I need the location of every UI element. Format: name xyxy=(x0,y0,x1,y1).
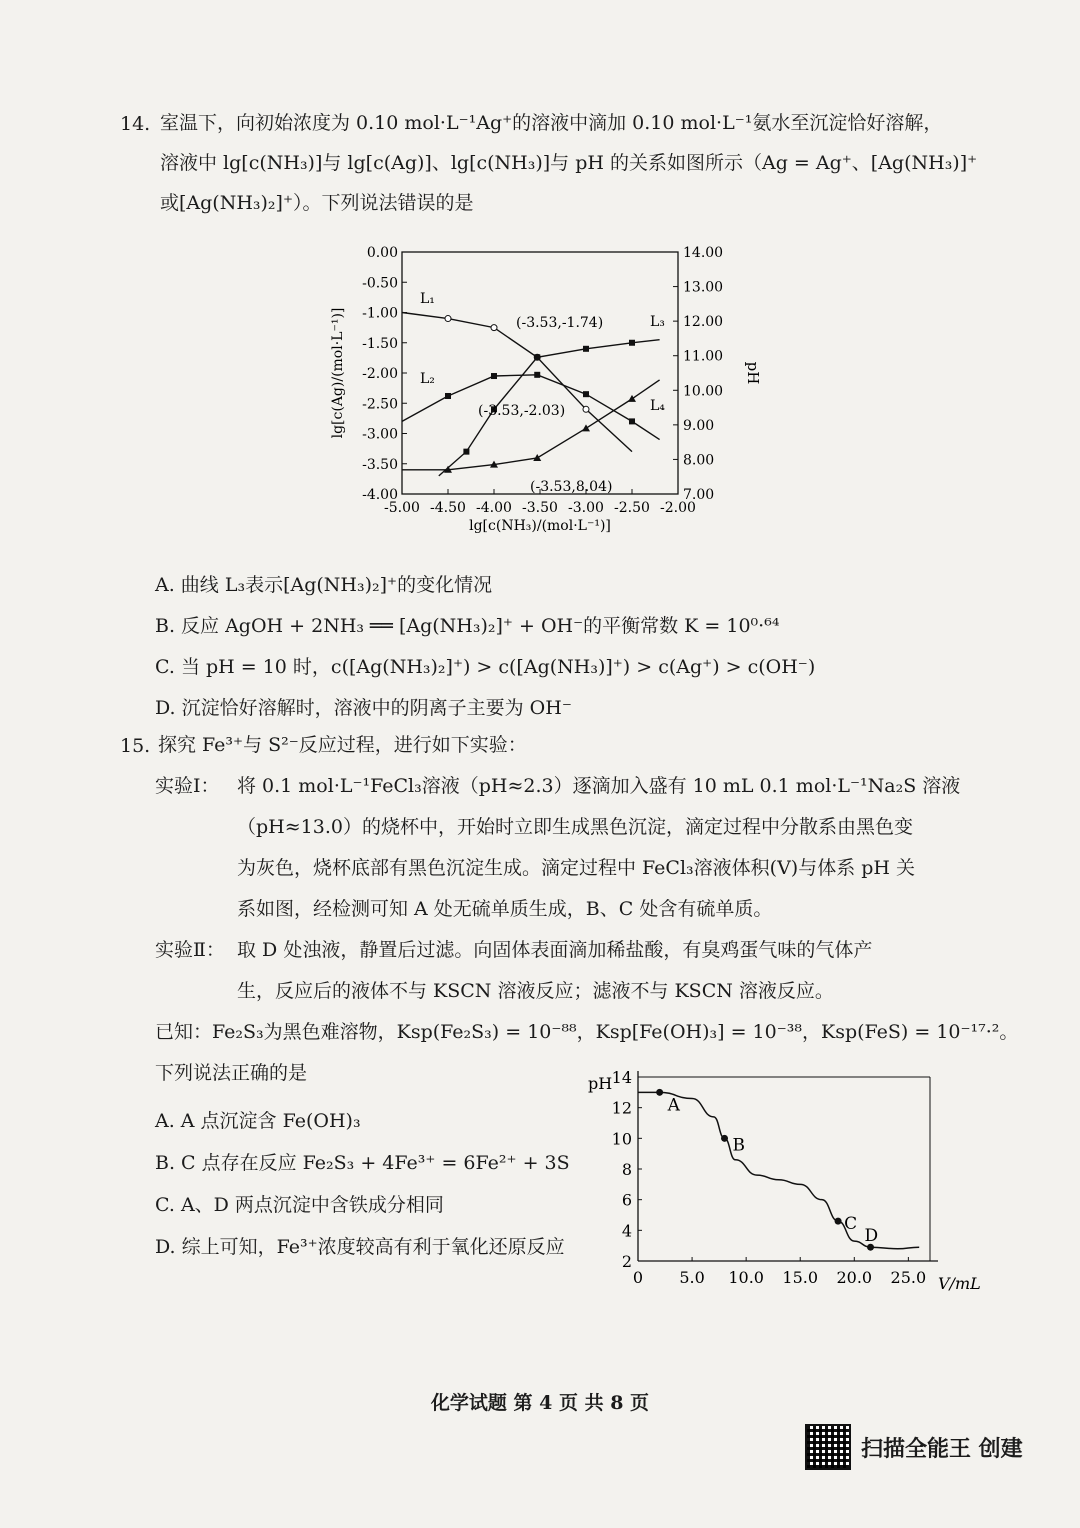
y-tick-label: 6 xyxy=(621,1190,632,1210)
x-tick-label: 25.0 xyxy=(890,1268,927,1287)
y-tick-label: -4.00 xyxy=(362,487,398,503)
y-axis-label: pH xyxy=(588,1074,613,1093)
x-tick-label: 15.0 xyxy=(782,1268,819,1287)
q14-line-1: 室温下，向初始浓度为 0.10 mol·L⁻¹Ag⁺的溶液中滴加 0.10 mol·L⁻¹氨水至沉淀恰好溶解， xyxy=(160,112,943,134)
series-point xyxy=(534,372,540,378)
y-tick-label: 0.00 xyxy=(366,245,398,261)
series-point xyxy=(491,373,497,379)
q15-option-a: A. A 点沉淀含 Fe(OH)₃ xyxy=(155,1110,361,1132)
q15-exp1-line-4: 系如图，经检测可知 A 处无硫单质生成，B、C 处含有硫单质。 xyxy=(237,898,773,920)
x-tick-label: -3.50 xyxy=(522,500,558,516)
q15-exp2-line-2: 生，反应后的液体不与 KSCN 溶液反应；滤液不与 KSCN 溶液反应。 xyxy=(237,980,834,1002)
point-marker xyxy=(721,1135,728,1142)
series-point xyxy=(534,354,540,360)
q14-chart xyxy=(320,238,762,534)
q14-number: 14. xyxy=(120,113,151,135)
y2-tick-label: 9.00 xyxy=(683,417,715,434)
series-label: L₃ xyxy=(650,314,665,330)
qr-code-icon xyxy=(805,1424,851,1470)
q15-chart xyxy=(580,1065,1000,1315)
x-tick-label: 20.0 xyxy=(836,1268,873,1287)
q15-exp1-line-1: 将 0.1 mol·L⁻¹FeCl₃溶液（pH≈2.3）逐滴加入盛有 10 mL 0.1 mol·L⁻¹Na₂S 溶液 xyxy=(237,775,961,797)
q14-line-2: 溶液中 lg[c(NH₃)]与 lg[c(Ag)]、lg[c(NH₃)]与 pH 的关系如图所示（Ag = Ag⁺、[Ag(NH₃)]⁺ xyxy=(160,152,978,174)
q15-exp1-line-3: 为灰色，烧杯底部有黑色沉淀生成。滴定过程中 FeCl₃溶液体积(V)与体系 pH 关 xyxy=(237,857,916,879)
y-tick-label: 14 xyxy=(611,1068,632,1087)
series-point xyxy=(628,395,636,402)
q15-exp2-label: 实验Ⅱ： xyxy=(155,939,225,961)
q15-exp2-line-1: 取 D 处浊液，静置后过滤。向固体表面滴加稀盐酸，有臭鸡蛋气味的气体产 xyxy=(237,939,873,961)
series-point xyxy=(583,406,589,412)
point-label: C xyxy=(844,1214,858,1235)
q15-option-c: C. A、D 两点沉淀中含铁成分相同 xyxy=(155,1194,444,1216)
series-point xyxy=(491,325,497,331)
q15-exp1-line-2: （pH≈13.0）的烧杯中，开始时立即生成黑色沉淀，滴定过程中分散系由黑色变 xyxy=(237,816,913,838)
series-point xyxy=(463,449,469,455)
x-axis-label: V/mL xyxy=(938,1274,981,1293)
point-marker xyxy=(656,1089,663,1096)
y-tick-label: -0.50 xyxy=(362,275,398,292)
y-tick-label: -3.00 xyxy=(362,426,398,443)
x-tick-label: -3.00 xyxy=(568,500,604,516)
x-tick-label: -4.50 xyxy=(430,500,466,516)
y2-tick-label: 10.00 xyxy=(683,383,724,400)
q14-option-b: B. 反应 AgOH + 2NH₃ ══ [Ag(NH₃)₂]⁺ + OH⁻的平衡常数 K = 10⁰·⁶⁴ xyxy=(155,615,780,637)
point-label: D xyxy=(864,1226,879,1247)
y-tick-label: -2.00 xyxy=(362,366,398,382)
x-axis-label: lg[c(NH₃)/(mol·L⁻¹)] xyxy=(469,518,611,534)
y2-tick-label: 7.00 xyxy=(683,487,715,503)
x-tick-label: -4.00 xyxy=(476,500,512,516)
series-point xyxy=(629,340,635,346)
x-tick-label: -5.00 xyxy=(384,500,420,516)
series-point xyxy=(583,391,589,397)
scanner-brand xyxy=(805,1424,1023,1470)
x-tick-label: -2.50 xyxy=(614,500,650,516)
series-label: L₁ xyxy=(420,291,435,307)
series-label: L₂ xyxy=(420,371,435,387)
y-tick-label: -1.50 xyxy=(362,335,398,352)
q14-option-a: A. 曲线 L₃表示[Ag(NH₃)₂]⁺的变化情况 xyxy=(155,574,493,596)
y-tick-label: 12 xyxy=(611,1098,632,1118)
y-tick-label: 10 xyxy=(611,1129,632,1149)
y2-tick-label: 12.00 xyxy=(683,314,724,331)
y-tick-label: -1.00 xyxy=(362,305,398,322)
q14-option-c: C. 当 pH = 10 时，c([Ag(NH₃)₂]⁺) > c([Ag(NH₃)]⁺) > c(Ag⁺) > c(OH⁻) xyxy=(155,656,816,678)
q15-exp1-label: 实验Ⅰ： xyxy=(155,775,220,797)
point-label: B xyxy=(732,1135,746,1156)
y2-tick-label: 11.00 xyxy=(683,348,724,365)
point-label: A xyxy=(667,1095,680,1116)
y2-tick-label: 8.00 xyxy=(683,452,715,469)
series-label: L₄ xyxy=(650,398,665,414)
page-footer: 化学试题 第 4 页 共 8 页 xyxy=(430,1392,650,1414)
y2-axis-label: pH xyxy=(744,361,762,385)
point-marker xyxy=(835,1218,842,1225)
series-point xyxy=(533,454,541,461)
annotation-label: (-3.53,8.04) xyxy=(530,479,613,495)
series-point xyxy=(629,418,635,424)
y-tick-label: -3.50 xyxy=(362,456,398,473)
series-point xyxy=(445,316,451,322)
y-axis-label: lg[c(Ag)/(mol·L⁻¹)] xyxy=(330,307,346,439)
q15-stem: 下列说法正确的是 xyxy=(155,1062,308,1084)
y-tick-label: 4 xyxy=(621,1221,632,1241)
y2-tick-label: 13.00 xyxy=(683,279,724,296)
q15-intro: 探究 Fe³⁺与 S²⁻反应过程，进行如下实验： xyxy=(158,734,527,756)
x-tick-label: 5.0 xyxy=(679,1268,705,1287)
x-tick-label: 0 xyxy=(632,1268,644,1287)
annotation-label: (-3.53,-1.74) xyxy=(516,315,604,331)
q15-option-b: B. C 点存在反应 Fe₂S₃ + 4Fe³⁺ = 6Fe²⁺ + 3S xyxy=(155,1152,570,1174)
annotation-label: (-3.53,-2.03) xyxy=(478,403,566,419)
q15-option-d: D. 综上可知，Fe³⁺浓度较高有利于氧化还原反应 xyxy=(155,1236,565,1258)
q14-option-d: D. 沉淀恰好溶解时，溶液中的阴离子主要为 OH⁻ xyxy=(155,697,572,719)
brand-text: 扫描全能王 创建 xyxy=(861,1436,1023,1462)
series-point xyxy=(445,393,451,399)
x-tick-label: -2.00 xyxy=(660,500,696,516)
y2-tick-label: 14.00 xyxy=(683,245,724,261)
series-point xyxy=(582,424,590,431)
q15-number: 15. xyxy=(120,735,151,757)
q15-known: 已知：Fe₂S₃为黑色难溶物，Ksp(Fe₂S₃) = 10⁻⁸⁸，Ksp[Fe(OH)₃] = 10⁻³⁸，Ksp(FeS) = 10⁻¹⁷·²。 xyxy=(155,1021,1019,1043)
x-tick-label: 10.0 xyxy=(728,1268,764,1287)
y-tick-label: -2.50 xyxy=(362,396,398,413)
q14-line-3: 或[Ag(NH₃)₂]⁺）。下列说法错误的是 xyxy=(160,192,474,214)
series-point xyxy=(583,346,589,352)
y-tick-label: 8 xyxy=(621,1160,632,1179)
series-line-4 xyxy=(402,380,660,470)
y-tick-label: 2 xyxy=(621,1252,632,1271)
